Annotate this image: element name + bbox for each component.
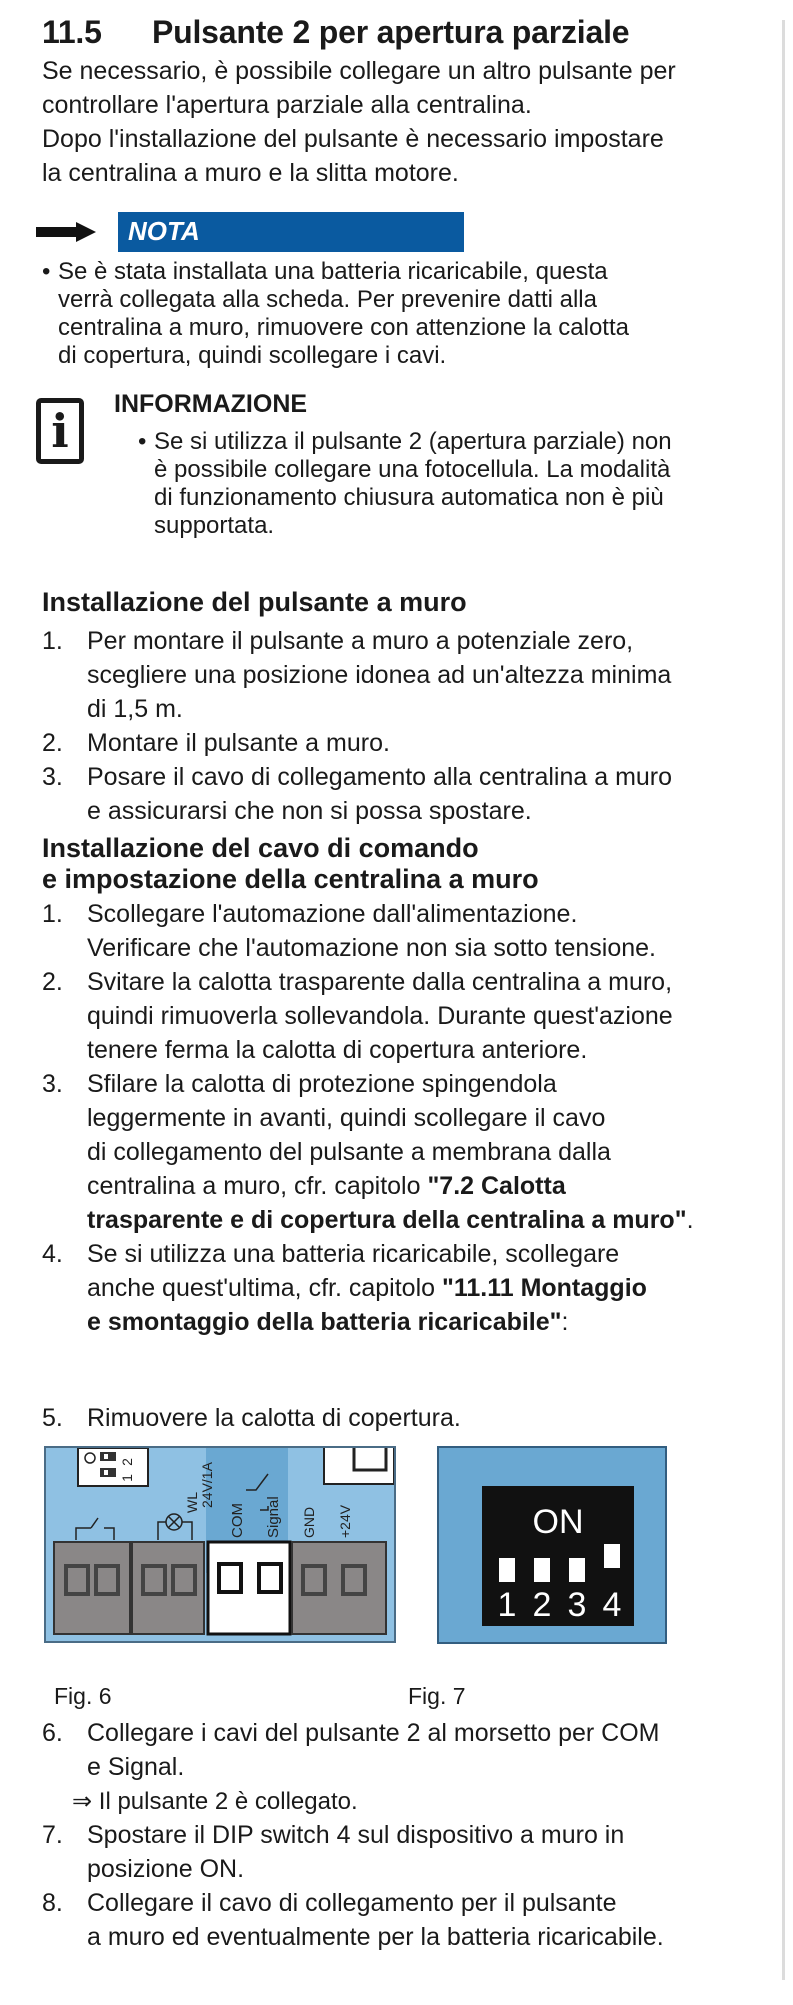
dip-switch-lever-4 <box>604 1544 620 1568</box>
bullet-icon: • <box>42 258 51 285</box>
step-text: di 1,5 m. <box>87 695 183 723</box>
dip-number: 1 <box>497 1586 517 1624</box>
push-button-symbol-icon <box>76 1518 114 1540</box>
step-number: 8. <box>42 1889 63 1917</box>
step-number: 7. <box>42 1821 63 1849</box>
step-number: 1. <box>42 627 63 655</box>
step-text: Montare il pulsante a muro. <box>87 729 390 757</box>
dip-number: 3 <box>567 1586 587 1624</box>
step-text: e Signal. <box>87 1753 185 1781</box>
terminal-label-com: COM <box>229 1503 246 1538</box>
terminal-label-wl: WL <box>184 1492 200 1513</box>
subheading-wall-button: Installazione del pulsante a muro <box>42 587 467 617</box>
section-title: Pulsante 2 per apertura parziale <box>152 14 630 50</box>
intro-line: controllare l'apertura parziale alla centralina. <box>42 91 532 119</box>
nota-line: di copertura, quindi scollegare i cavi. <box>58 342 447 369</box>
dip-number: 2 <box>532 1586 552 1624</box>
chapter-reference: e smontaggio della batteria ricaricabile" <box>87 1308 562 1336</box>
result-text: Il pulsante 2 è collegato. <box>98 1788 358 1815</box>
chapter-reference: "7.2 Calotta <box>427 1172 566 1200</box>
step-text: Sfilare la calotta di protezione spingendola <box>87 1070 557 1098</box>
dip-switch-lever-2 <box>534 1558 550 1582</box>
step-number: 5. <box>42 1404 63 1432</box>
chapter-reference: "11.11 Montaggio <box>441 1274 647 1302</box>
step-text: a muro ed eventualmente per la batteria ricaricabile. <box>87 1923 664 1951</box>
section-number: 11.5 <box>42 14 102 50</box>
info-line: Se si utilizza il pulsante 2 (apertura parziale) non <box>154 428 672 455</box>
nota-text <box>42 258 629 370</box>
step-text: Rimuovere la calotta di copertura. <box>87 1404 461 1432</box>
step-number: 3. <box>42 763 63 791</box>
step-text: scegliere una posizione idonea ad un'altezza minima <box>87 661 672 689</box>
step-number: 2. <box>42 968 63 996</box>
step-text: Posare il cavo di collegamento alla centralina a muro <box>87 763 673 791</box>
info-line: di funzionamento chiusura automatica non è più <box>154 484 664 511</box>
step-text: Verificare che l'automazione non sia sotto tensione. <box>87 934 657 962</box>
step-text: tenere ferma la calotta di copertura anteriore. <box>87 1036 588 1064</box>
step-text: centralina a muro, cfr. capitolo <box>87 1172 428 1200</box>
terminal-label-signal: Signal <box>265 1496 282 1538</box>
figure-7-caption: Fig. 7 <box>408 1683 466 1709</box>
step-text: Per montare il pulsante a muro a potenziale zero, <box>87 627 634 655</box>
step-text: di collegamento del pulsante a membrana dalla <box>87 1138 611 1166</box>
info-icon <box>36 398 84 464</box>
info-title: INFORMAZIONE <box>114 390 308 418</box>
nota-line: verrà collegata alla scheda. Per prevenire datti alla <box>58 286 597 313</box>
dip-on-label: ON <box>532 1503 584 1541</box>
terminal-label-gnd: GND <box>301 1506 317 1538</box>
terminal-label-24v1a: 24V/1A <box>199 1462 215 1508</box>
step-text: Scollegare l'automazione dall'alimentazione. <box>87 900 578 928</box>
arrow-right-icon <box>36 222 96 242</box>
step-text: posizione ON. <box>87 1855 245 1883</box>
nota-line: Se è stata installata una batteria ricaricabile, questa <box>58 258 608 285</box>
step-number: 1. <box>42 900 63 928</box>
dip-switch-lever-1 <box>499 1558 515 1582</box>
figure-6-terminal-block <box>44 1446 396 1643</box>
info-line: supportata. <box>154 512 275 539</box>
step-number: 4. <box>42 1240 63 1268</box>
terminal-block <box>292 1542 386 1634</box>
info-text <box>138 428 672 540</box>
step-result <box>72 1787 358 1816</box>
small-switch-label: 1 <box>119 1474 135 1482</box>
nota-line: centralina a muro, rimuovere con attenzione la calotta <box>58 314 629 341</box>
step-text: : <box>561 1308 569 1336</box>
page-edge-rule <box>782 20 785 1980</box>
step-text: leggermente in avanti, quindi scollegare il cavo <box>87 1104 606 1132</box>
small-switch-label: 2 <box>119 1458 135 1466</box>
subheading-control-cable: e impostazione della centralina a muro <box>42 864 539 894</box>
figure-6-caption: Fig. 6 <box>54 1683 112 1709</box>
bullet-icon: • <box>138 428 147 455</box>
intro-line: la centralina a muro e la slitta motore. <box>42 159 459 187</box>
nota-banner <box>36 212 464 254</box>
nota-label: NOTA <box>128 216 200 246</box>
intro-line: Se necessario, è possibile collegare un altro pulsante per <box>42 57 676 85</box>
info-line: è possibile collegare una fotocellula. La modalità <box>154 456 671 483</box>
step-text: e assicurarsi che non si possa spostare. <box>87 797 532 825</box>
step-number: 6. <box>42 1719 63 1747</box>
dip-number: 4 <box>602 1586 622 1624</box>
step-number: 3. <box>42 1070 63 1098</box>
step-text: Svitare la calotta trasparente dalla centralina a muro, <box>87 968 673 996</box>
dip-switch-lever-3 <box>569 1558 585 1582</box>
step-text: anche quest'ultima, cfr. capitolo <box>87 1274 442 1302</box>
chapter-reference: trasparente e di copertura della centralina a muro" <box>87 1206 687 1234</box>
terminal-label-24v: +24V <box>337 1504 353 1538</box>
step-text: Collegare i cavi del pulsante 2 al morsetto per COM <box>87 1719 660 1747</box>
subheading-control-cable: Installazione del cavo di comando <box>42 833 479 863</box>
info-icon-glyph: i <box>51 404 69 458</box>
step-text: Collegare il cavo di collegamento per il pulsante <box>87 1889 617 1917</box>
intro-line: Dopo l'installazione del pulsante è necessario impostare <box>42 125 664 153</box>
step-text: Spostare il DIP switch 4 sul dispositivo a muro in <box>87 1821 625 1849</box>
step-text: . <box>686 1206 694 1234</box>
step-number: 2. <box>42 729 63 757</box>
step-text: quindi rimuoverla sollevandola. Durante quest'azione <box>87 1002 673 1030</box>
figure-7-dip-switch <box>437 1446 667 1644</box>
result-arrow-icon: ⇒ <box>72 1788 93 1815</box>
section-heading <box>42 14 629 51</box>
step-text: Se si utilizza una batteria ricaricabile, scollegare <box>87 1240 620 1268</box>
